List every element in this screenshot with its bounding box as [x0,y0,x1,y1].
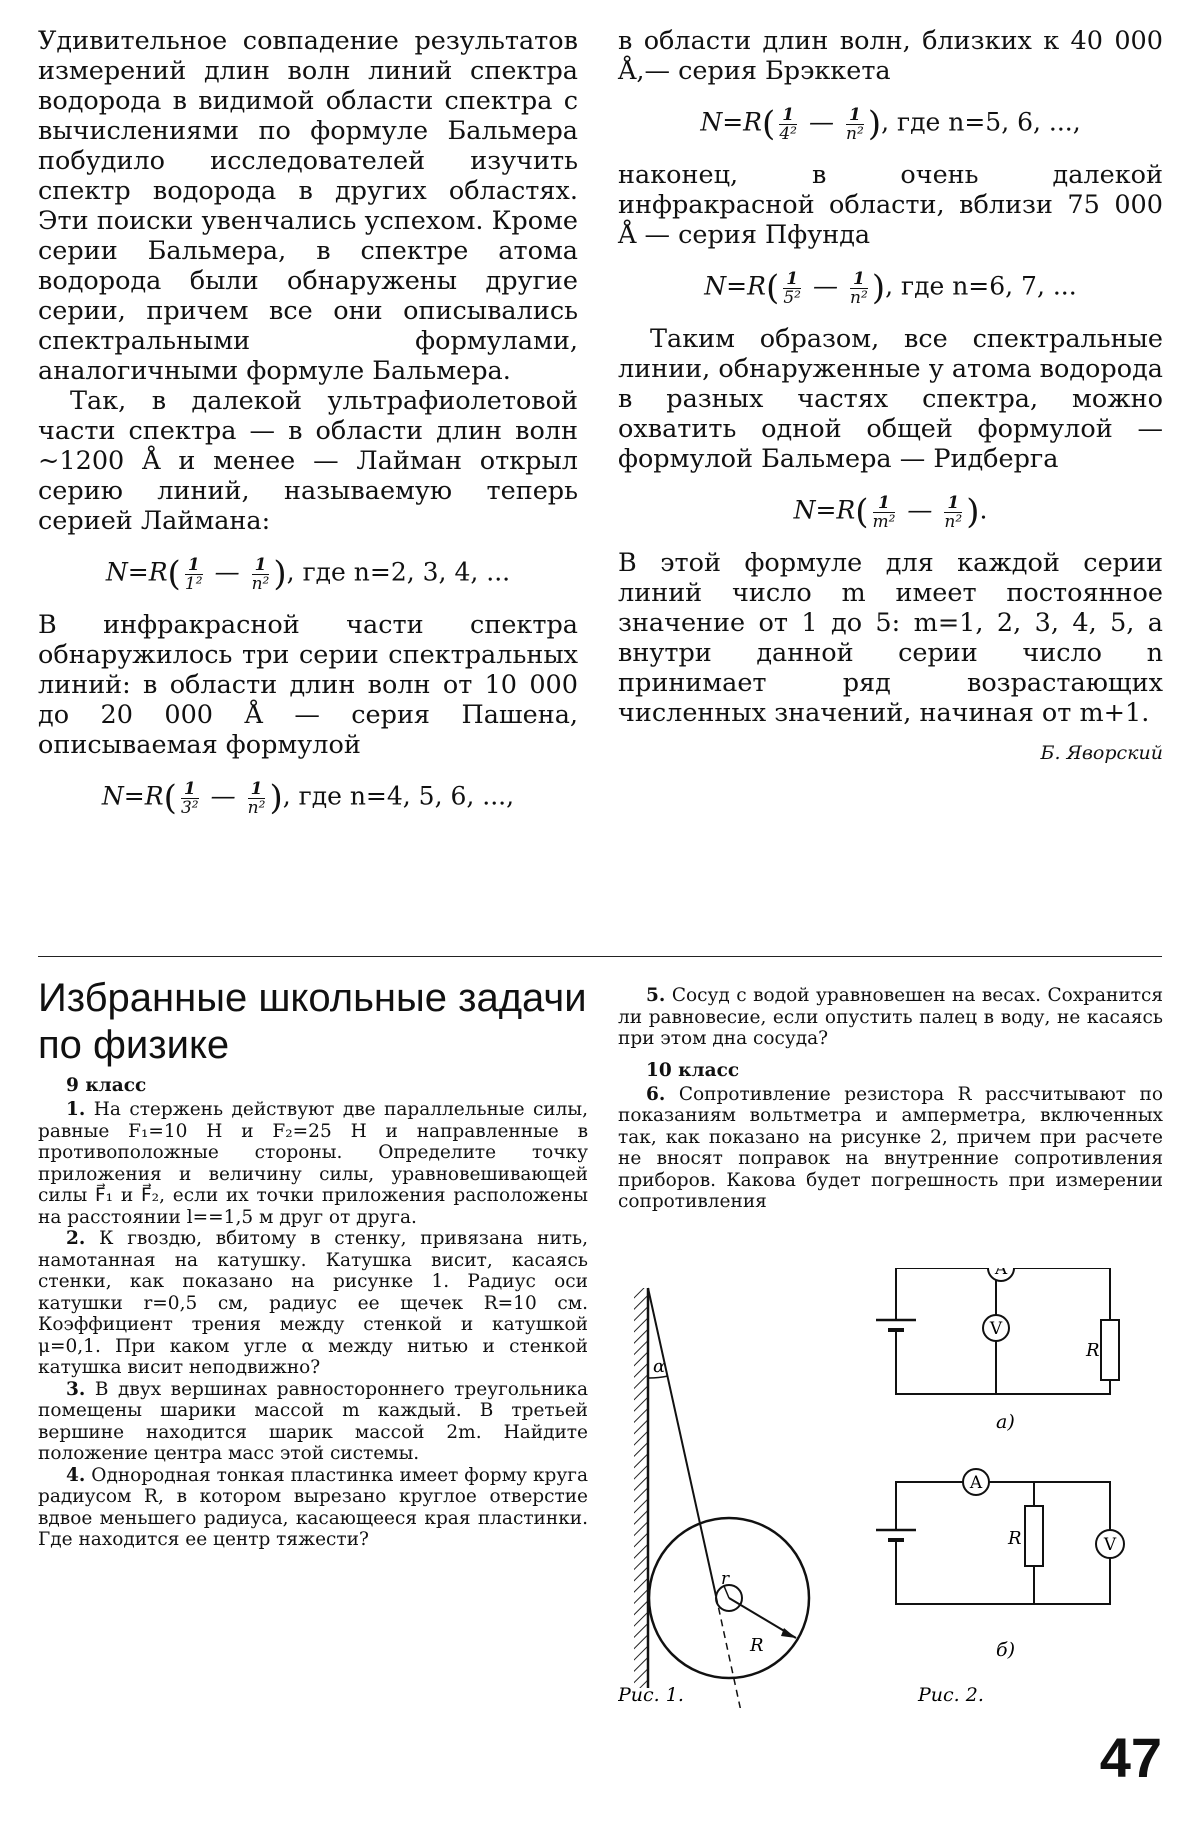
formula-lyman: N=R( $\frac{1}{\text{1²}}$ — $\frac{1}{\text{n²}}$ ), где n=2, 3, 4, ... [105,554,511,594]
svg-text:A: A [969,1473,983,1493]
section-title: Избранные школьные задачи по физике [38,976,587,1067]
resistor-b [1025,1506,1043,1566]
svg-text:R: R [1086,1340,1100,1361]
problem-item: 6. Сопротивление резистора R рассчитывают по показаниям вольтметра и амперметра, включенных так, как показано на рисунке 2, причем при расчете не вносят поправок на внутренние сопротивления приборов. Какова будет погрешность при измерении сопротивления [618,1083,1163,1212]
section-divider [38,956,1162,957]
paragraph: наконец, в очень далекой инфракрасной области, вблизи 75 000 Å — серия Пфунда [618,160,1163,250]
fig2a-label: а) [996,1411,1015,1433]
problem-item: 3. В двух вершинах равностороннего треугольника помещены шарики массой m каждый. В третьей вершине находится шарик массой 2m. Найдите положение центра масс этой системы. [38,1378,588,1464]
resistor-a [1101,1320,1119,1380]
alpha-label: α [653,1356,666,1377]
paragraph: Удивительное совпадение результатов измерений длин волн линий спектра водорода в видимой области спектра с вычислениями по формуле Бальмера побудило исследователей изучить спектр водорода в других областях. Эти поиски увенчались успехом. Кроме серии Бальмера, в спектре атома водорода были обнаружены другие серии, причем все они описывались спектральными формулами, аналогичными формуле Бальмера. [38,26,578,386]
problem-item: 5. Сосуд с водой уравновешен на весах. Сохранится ли равновесие, если опустить палец в воду, не касаясь при этом дна сосуда? [618,985,1163,1049]
thread-extension [716,1596,742,1708]
formula-brackett: N=R( $\frac{1}{\text{4²}}$ — $\frac{1}{\text{n²}}$ ), где n=5, 6, ..., [700,104,1081,144]
paragraph: Таким образом, все спектральные линии, обнаруженные у атома водорода в разных частях спектра, можно охватить одной общей формулой — формулой Бальмера — Ридберга [618,324,1163,474]
fig1-caption: Рис. 1. [618,1684,684,1706]
paragraph: в области длин волн, близких к 40 000 Å,— серия Брэккета [618,26,1163,86]
r-label: r [721,1569,730,1589]
svg-text:A: A [994,1268,1008,1279]
page-number: 47 [1099,1726,1162,1789]
formula-pfund: N=R( $\frac{1}{\text{5²}}$ — $\frac{1}{\text{n²}}$ ), где n=6, 7, ... [704,268,1077,308]
paragraph: В инфракрасной части спектра обнаружилось три серии спектральных линий: в области длин волн от 10 000 до 20 000 Å — серия Пашена, описываемая формулой [38,610,578,760]
paragraph: Так, в далекой ультрафиолетовой части спектра — в области длин волн ~1200 Å и менее — Лайман открыл серию линий, называемую теперь серией Лаймана: [38,386,578,536]
problem-item: 2. К гвоздю, вбитому в стенку, привязана нить, намотанная на катушку. Катушка висит, касаясь стенки, как показано на рисунке 1. Радиус оси катушки r=0,5 см, радиус ее щечек R=10 см. Коэффициент трения между стенкой и катушкой μ=0,1. При каком угле α между нитью и стенкой катушка висит неподвижно? [38,1228,588,1378]
R-label: R [750,1635,764,1656]
wall-hatching [634,1288,648,1688]
article-column-left [38,26,578,834]
fig2-caption: Рис. 2. [918,1684,984,1706]
author: Б. Яворский [1040,742,1163,764]
figure-2b-circuit [876,1469,1124,1661]
svg-text:V: V [989,1319,1003,1339]
figures-svg [618,1268,1178,1708]
problem-item: 4. Однородная тонкая пластинка имеет форму круга радиусом R, в котором вырезано круглое отверстие вдвое меньшего радиуса, касающееся края пластинки. Где находится ее центр тяжести? [38,1464,588,1550]
formula-paschen: N=R( $\frac{1}{\text{3²}}$ — $\frac{1}{\text{n²}}$ ), где n=4, 5, 6, ..., [101,778,515,818]
article-column-right [618,26,1163,764]
grade-heading: 10 класс [646,1059,740,1081]
thread [648,1288,716,1596]
figure-1-spool [634,1288,809,1708]
formula-balmer-rydberg: N=R( $\frac{1}{\text{m²}}$ — $\frac{1}{\text{n²}}$ ). [793,492,988,532]
figures-area [618,1268,1178,1708]
problems-column-right [618,985,1163,1213]
svg-text:R: R [1008,1528,1022,1549]
fig2b-label: б) [996,1639,1016,1661]
grade-heading: 9 класс [66,1075,147,1096]
problems-column-left [38,1075,588,1551]
paragraph: В этой формуле для каждой серии линий число m имеет постоянное значение от 1 до 5: m=1, 2, 3, 4, 5, а внутри данной серии число n принимает ряд возрастающих численных значений, начиная от m+1. [618,548,1163,728]
problem-item: 1. На стержень действуют две параллельные силы, равные F₁=10 Н и F₂=25 Н и направленные в противоположные стороны. Определите точку приложения и величину силы, уравновешивающей силы F⃗₁ и F⃗₂, если их точки приложения расположены на расстоянии l==1,5 м друг от друга. [38,1099,588,1228]
svg-text:V: V [1103,1535,1117,1555]
figure-2a-circuit [876,1268,1119,1433]
